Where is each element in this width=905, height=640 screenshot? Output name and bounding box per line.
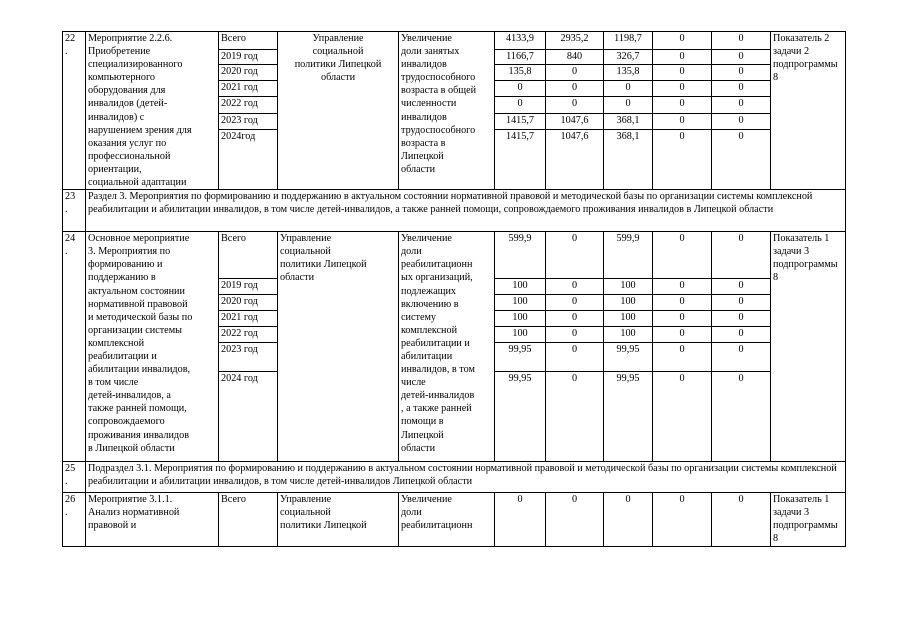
funding-value: 0 — [604, 493, 653, 546]
funding-value: 99,95 — [495, 343, 546, 372]
funding-value: 0 — [712, 279, 771, 295]
table-body — [63, 32, 846, 547]
funding-value: 599,9 — [495, 232, 546, 279]
funding-value: 0 — [495, 493, 546, 546]
funding-value: 1047,6 — [546, 129, 604, 189]
year-label: 2022 год — [219, 327, 278, 343]
funding-value: 99,95 — [604, 372, 653, 462]
funding-value: 0 — [546, 97, 604, 113]
funding-value: 1415,7 — [495, 113, 546, 129]
year-label: 2023 год — [219, 113, 278, 129]
row-number: 22 . — [63, 32, 86, 190]
funding-value: 0 — [546, 232, 604, 279]
year-label: 2024год — [219, 129, 278, 189]
funding-value: 0 — [653, 295, 712, 311]
funding-value: 0 — [546, 311, 604, 327]
funding-value: 1166,7 — [495, 50, 546, 64]
row-number: 26 . — [63, 493, 86, 546]
funding-value: 100 — [604, 279, 653, 295]
funding-value: 0 — [653, 232, 712, 279]
executor: Управление социальной политики Липецкой области — [278, 32, 399, 190]
funding-value: 100 — [604, 311, 653, 327]
row-number: 25 . — [63, 462, 86, 493]
funding-value: 0 — [653, 97, 712, 113]
funding-value: 100 — [495, 311, 546, 327]
funding-value: 0 — [712, 343, 771, 372]
table-row — [63, 32, 846, 50]
funding-value: 0 — [712, 97, 771, 113]
funding-value: 0 — [653, 32, 712, 50]
row-number: 23 . — [63, 190, 86, 232]
funding-value: 1198,7 — [604, 32, 653, 50]
funding-value: 0 — [712, 327, 771, 343]
executor: Управление социальной политики Липецкой области — [278, 232, 399, 462]
funding-value: 4133,9 — [495, 32, 546, 50]
funding-value: 0 — [653, 113, 712, 129]
funding-value: 0 — [495, 97, 546, 113]
year-label: 2022 год — [219, 97, 278, 113]
funding-value: 326,7 — [604, 50, 653, 64]
funding-value: 0 — [653, 81, 712, 97]
funding-value: 0 — [712, 129, 771, 189]
funding-value: 599,9 — [604, 232, 653, 279]
funding-value: 0 — [546, 327, 604, 343]
funding-value: 0 — [653, 372, 712, 462]
expected-result: Увеличение доли реабилитационн — [399, 493, 495, 546]
activity-name: Основное мероприятие 3. Мероприятия по формированию и поддержанию в актуальном состоянии нормативной правовой и методической базы по организации системы комплексной реабилитации и абилитации инвалидов, в том числе детей-инвалидов, а также ранней помощи, сопровождаемого проживания инвалидов в Липецкой области — [86, 232, 219, 462]
funding-value: 0 — [653, 343, 712, 372]
funding-value: 0 — [653, 327, 712, 343]
indicator: Показатель 1 задачи 3 подпрограммы 8 — [771, 232, 846, 462]
funding-value: 1047,6 — [546, 113, 604, 129]
funding-value: 0 — [653, 279, 712, 295]
year-label: 2019 год — [219, 50, 278, 64]
funding-value: 100 — [495, 327, 546, 343]
funding-value: 0 — [604, 97, 653, 113]
year-label: 2020 год — [219, 64, 278, 80]
activity-name: Мероприятие 3.1.1. Анализ нормативной правовой и — [86, 493, 219, 546]
funding-value: 0 — [653, 64, 712, 80]
funding-value: 0 — [604, 81, 653, 97]
funding-value: 2935,2 — [546, 32, 604, 50]
year-label: 2021 год — [219, 311, 278, 327]
funding-value: 0 — [712, 372, 771, 462]
funding-value: 368,1 — [604, 113, 653, 129]
year-label: 2023 год — [219, 343, 278, 372]
funding-value: 135,8 — [495, 64, 546, 80]
year-label: 2020 год — [219, 295, 278, 311]
year-label: Всего — [219, 232, 278, 279]
funding-value: 0 — [712, 32, 771, 50]
funding-value: 0 — [712, 311, 771, 327]
funding-value: 0 — [712, 81, 771, 97]
funding-value: 0 — [546, 279, 604, 295]
funding-value: 135,8 — [604, 64, 653, 80]
funding-value: 0 — [546, 493, 604, 546]
funding-value: 0 — [546, 64, 604, 80]
year-label: 2019 год — [219, 279, 278, 295]
section-row — [63, 462, 846, 493]
funding-value: 1415,7 — [495, 129, 546, 189]
indicator: Показатель 1 задачи 3 подпрограммы 8 — [771, 493, 846, 546]
row-number: 24 . — [63, 232, 86, 462]
funding-value: 0 — [546, 372, 604, 462]
funding-value: 0 — [653, 311, 712, 327]
expected-result: Увеличение доли реабилитационн ых организаций, подлежащих включению в систему комплексной реабилитации и абилитации инвалидов, в том числе детей-инвалидов , а также ранней помощи в Липецкой области — [399, 232, 495, 462]
table-row — [63, 493, 846, 546]
funding-value: 0 — [712, 113, 771, 129]
section-row — [63, 190, 846, 232]
expected-result: Увеличение доли занятых инвалидов трудоспособного возраста в общей численности инвалидов трудоспособного возраста в Липецкой области — [399, 32, 495, 190]
funding-value: 99,95 — [495, 372, 546, 462]
funding-value: 0 — [653, 50, 712, 64]
funding-value: 368,1 — [604, 129, 653, 189]
funding-value: 0 — [495, 81, 546, 97]
funding-value: 0 — [653, 493, 712, 546]
executor: Управление социальной политики Липецкой — [278, 493, 399, 546]
activity-name: Мероприятие 2.2.6. Приобретение специализированного компьютерного оборудования для инвалидов (детей- инвалидов) с нарушением зрения для оказания услуг по профессиональной ориентации, социальной адаптации — [86, 32, 219, 190]
indicator: Показатель 2 задачи 2 подпрограммы 8 — [771, 32, 846, 190]
year-label: 2024 год — [219, 372, 278, 462]
funding-value: 0 — [712, 295, 771, 311]
funding-value: 0 — [653, 129, 712, 189]
funding-value: 100 — [495, 279, 546, 295]
year-label: Всего — [219, 493, 278, 546]
year-label: 2021 год — [219, 81, 278, 97]
funding-value: 0 — [546, 81, 604, 97]
funding-value: 0 — [712, 232, 771, 279]
funding-value: 0 — [712, 493, 771, 546]
funding-value: 0 — [546, 295, 604, 311]
funding-value: 0 — [712, 64, 771, 80]
funding-value: 100 — [604, 327, 653, 343]
funding-value: 0 — [712, 50, 771, 64]
funding-value: 840 — [546, 50, 604, 64]
section-heading: Подраздел 3.1. Мероприятия по формированию и поддержанию в актуальном состоянии нормативной правовой и методической базы по организации системы комплексной реабилитации и абилитации инвалидов, в том числе детей-инвалидов Липецкой области — [86, 462, 846, 493]
table-row — [63, 232, 846, 279]
section-heading: Раздел 3. Мероприятия по формированию и поддержанию в актуальном состоянии нормативной правовой и методической базы по организации системы комплексной реабилитации и абилитации инвалидов, в том числе детей-инвалидов, а также ранней помощи, сопровождаемого проживания инвалидов в Липецкой области — [86, 190, 846, 232]
funding-value: 100 — [495, 295, 546, 311]
budget-table — [62, 31, 846, 547]
year-label: Всего — [219, 32, 278, 50]
funding-value: 99,95 — [604, 343, 653, 372]
funding-value: 100 — [604, 295, 653, 311]
funding-value: 0 — [546, 343, 604, 372]
